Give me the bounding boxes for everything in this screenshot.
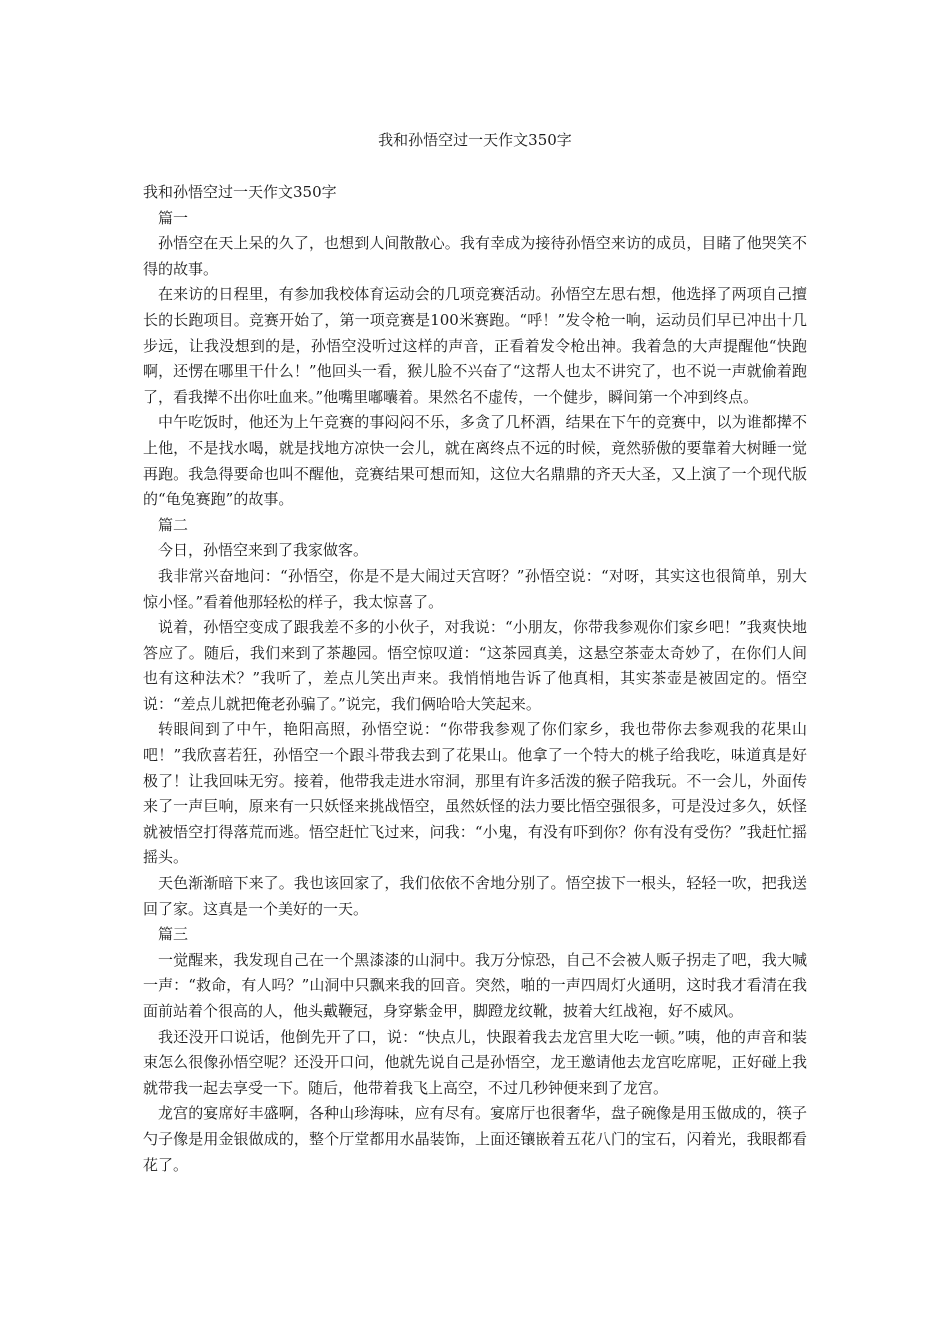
document-heading: 我和孙悟空过一天作文350字 bbox=[143, 183, 337, 201]
body-paragraph: 我非常兴奋地问：“孙悟空，你是不是大闹过天宫呀？”孙悟空说：“对呀，其实这也很简单，别大惊小怪。”看着他那轻松的样子，我太惊喜了。 bbox=[143, 566, 807, 611]
body-paragraph: 中午吃饭时，他还为上午竞赛的事闷闷不乐，多贪了几杯酒，结果在下午的竞赛中，以为谁都撵不上他，不是找水喝，就是找地方凉快一会儿，就在离终点不远的时候，竟然骄傲的要靠着大树睡一觉再跑。我急得要命也叫不醒他，竞赛结果可想而知，这位大名鼎鼎的齐天大圣，又上演了一个现代版的“龟兔赛跑”的故事。 bbox=[143, 413, 807, 509]
section-label: 篇二 bbox=[158, 515, 189, 534]
body-paragraph: 我还没开口说话，他倒先开了口，说：“快点儿，快跟着我去龙宫里大吃一顿。”咦，他的声音和装束怎么很像孙悟空呢？还没开口问，他就先说自己是孙悟空，龙王邀请他去龙宫吃席呢，正好碰上我就带我一起去享受一下。随后，他带着我飞上高空，不过几秒钟便来到了龙宫。 bbox=[143, 1027, 807, 1097]
page-title: 我和孙悟空过一天作文350字 bbox=[378, 131, 572, 149]
body-paragraph: 转眼间到了中午，艳阳高照，孙悟空说：“你带我参观了你们家乡，我也带你去参观我的花果山吧！”我欣喜若狂，孙悟空一个跟斗带我去到了花果山。他拿了一个特大的桃子给我吃，味道真是好极了！让我回味无穷。接着，他带我走进水帘洞，那里有许多活泼的猴子陪我玩。不一会儿，外面传来了一声巨响，原来有一只妖怪来挑战悟空，虽然妖怪的法力要比悟空强很多，可是没过多久，妖怪就被悟空打得落荒而逃。悟空赶忙飞过来，问我：“小鬼，有没有吓到你？你有没有受伤？”我赶忙摇摇头。 bbox=[143, 720, 807, 867]
body-paragraph: 龙宫的宴席好丰盛啊，各种山珍海味，应有尽有。宴席厅也很奢华，盘子碗像是用玉做成的，筷子勺子像是用金银做成的，整个厅堂都用水晶装饰，上面还镶嵌着五花八门的宝石，闪着光，我眼都看花了。 bbox=[143, 1104, 807, 1174]
body-paragraph: 今日，孙悟空来到了我家做客。 bbox=[158, 541, 369, 560]
body-paragraph: 孙悟空在天上呆的久了，也想到人间散散心。我有幸成为接待孙悟空来访的成员，目睹了他哭笑不得的故事。 bbox=[143, 234, 807, 278]
body-paragraph: 在来访的日程里，有参加我校体育运动会的几项竞赛活动。孙悟空左思右想，他选择了两项自己擅长的长跑项目。竞赛开始了，第一项竞赛是100米赛跑。“呼！”发令枪一响，运动员们早已冲出十几步远，让我没想到的是，孙悟空没听过这样的声音，正看着发令枪出神。我着急的大声提醒他“快跑啊，还愣在哪里干什么！”他回头一看，猴儿脸不兴奋了“这帮人也太不讲究了，也不说一声就偷着跑了，看我撵不出你吐血来。”他嘴里嘟囔着。果然名不虚传，一个健步，瞬间第一个冲到终点。 bbox=[143, 285, 807, 406]
section-label: 篇三 bbox=[158, 925, 189, 944]
body-paragraph: 天色渐渐暗下来了。我也该回家了，我们依依不舍地分别了。悟空拔下一根头，轻轻一吹，把我送回了家。这真是一个美好的一天。 bbox=[143, 874, 807, 918]
document-body bbox=[143, 180, 807, 1178]
body-paragraph: 说着，孙悟空变成了跟我差不多的小伙子，对我说：“小朋友，你带我参观你们家乡吧！”我爽快地答应了。随后，我们来到了茶趣园。悟空惊叹道：“这茶园真美，这悬空茶壶太奇妙了，在你们人间也有这种法术？”我听了，差点儿笑出声来。我悄悄地告诉了他真相，其实茶壶是被固定的。悟空说：“差点儿就把俺老孙骗了。”说完，我们俩哈哈大笑起来。 bbox=[143, 618, 807, 713]
body-paragraph: 一觉醒来，我发现自己在一个黑漆漆的山洞中。我万分惊恐，自己不会被人贩子拐走了吧，我大喊一声：“救命，有人吗？”山洞中只飘来我的回音。突然，啪的一声四周灯火通明，这时我才看清在我面前站着个很高的人，他头戴鞭冠，身穿紫金甲，脚蹬龙纹靴，披着大红战袍，好不威风。 bbox=[143, 950, 807, 1020]
section-label: 篇一 bbox=[158, 208, 189, 227]
